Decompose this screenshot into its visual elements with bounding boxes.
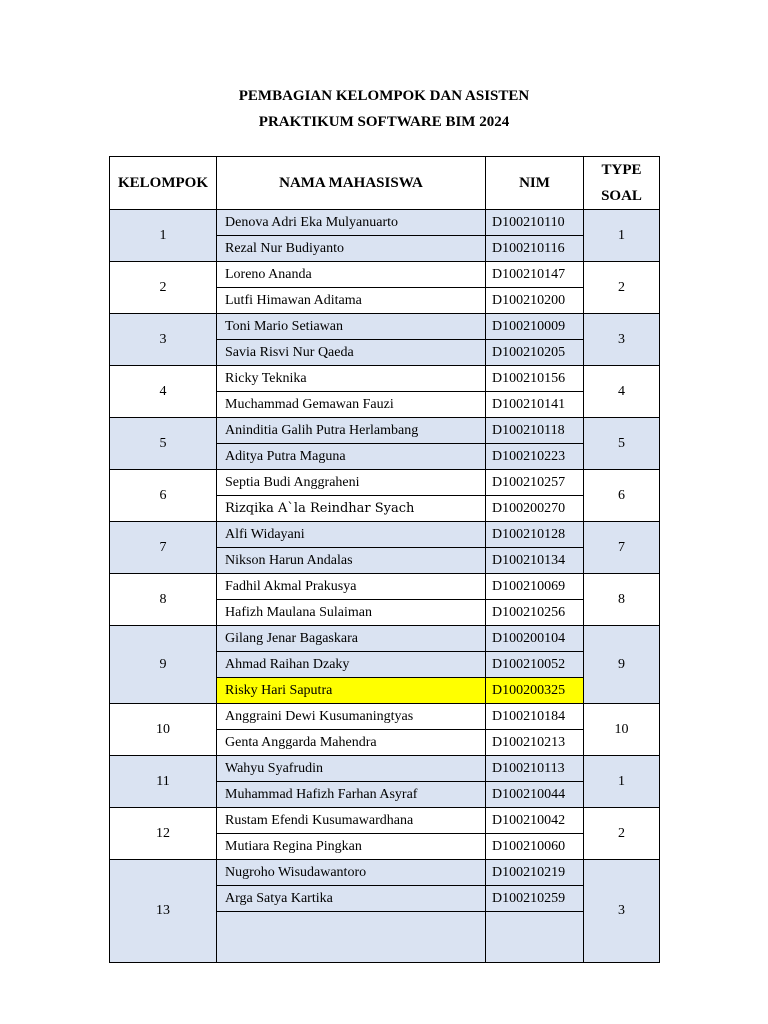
member-row (110, 756, 660, 782)
student-name-cell: Aninditia Galih Putra Herlambang (217, 418, 486, 444)
kelompok-cell: 6 (110, 470, 217, 522)
member-row (110, 522, 660, 548)
student-nim-cell: D100210141 (486, 392, 584, 418)
student-nim-cell: D100210042 (486, 808, 584, 834)
student-nim-cell: D100210184 (486, 704, 584, 730)
student-nim-cell: D100200325 (486, 678, 584, 704)
student-name-cell: Alfi Widayani (217, 522, 486, 548)
student-name-cell: Nikson Harun Andalas (217, 548, 486, 574)
student-name-cell: Wahyu Syafrudin (217, 756, 486, 782)
student-nim-cell: D100210060 (486, 834, 584, 860)
student-nim-cell: D100210044 (486, 782, 584, 808)
student-name-cell: Muhammad Hafizh Farhan Asyraf (217, 782, 486, 808)
student-name-cell: Gilang Jenar Bagaskara (217, 626, 486, 652)
student-name-cell: Lutfi Himawan Aditama (217, 288, 486, 314)
student-nim-cell: D100210110 (486, 210, 584, 236)
student-name-cell: Genta Anggarda Mahendra (217, 730, 486, 756)
type-soal-cell: 7 (584, 522, 660, 574)
student-name-cell: Septia Budi Anggraheni (217, 470, 486, 496)
kelompok-cell: 11 (110, 756, 217, 808)
student-name-cell: Savia Risvi Nur Qaeda (217, 340, 486, 366)
student-nim-cell: D100210223 (486, 444, 584, 470)
empty-nim-cell (486, 912, 584, 963)
student-name-cell: Ahmad Raihan Dzaky (217, 652, 486, 678)
member-row (110, 470, 660, 496)
student-name-cell: Rezal Nur Budiyanto (217, 236, 486, 262)
student-nim-cell: D100210147 (486, 262, 584, 288)
student-nim-cell: D100210009 (486, 314, 584, 340)
student-nim-cell: D100210219 (486, 860, 584, 886)
student-nim-cell: D100210134 (486, 548, 584, 574)
student-name-cell: Aditya Putra Maguna (217, 444, 486, 470)
student-name-cell: Nugroho Wisudawantoro (217, 860, 486, 886)
student-name-cell: Muchammad Gemawan Fauzi (217, 392, 486, 418)
student-nim-cell: D100210156 (486, 366, 584, 392)
header-type-line1: TYPE (601, 162, 642, 178)
type-soal-cell: 2 (584, 262, 660, 314)
type-soal-cell: 3 (584, 860, 660, 963)
member-row (110, 314, 660, 340)
student-name-cell: Loreno Ananda (217, 262, 486, 288)
document-title-line-2: PRAKTIKUM SOFTWARE BIM 2024 (258, 114, 510, 130)
header-kelompok: KELOMPOK (110, 157, 217, 210)
student-nim-cell: D100210205 (486, 340, 584, 366)
kelompok-cell: 9 (110, 626, 217, 704)
kelompok-cell: 12 (110, 808, 217, 860)
student-name-cell: Anggraini Dewi Kusumaningtyas (217, 704, 486, 730)
kelompok-cell: 10 (110, 704, 217, 756)
type-soal-cell: 1 (584, 756, 660, 808)
student-nim-cell: D100210257 (486, 470, 584, 496)
student-name-cell: Risky Hari Saputra (217, 678, 486, 704)
type-soal-cell: 3 (584, 314, 660, 366)
student-nim-cell: D100210259 (486, 886, 584, 912)
kelompok-cell: 13 (110, 860, 217, 963)
student-nim-cell: D100210200 (486, 288, 584, 314)
type-soal-cell: 8 (584, 574, 660, 626)
kelompok-cell: 7 (110, 522, 217, 574)
student-name-cell: Rizqika A`la Reindhar Syach (217, 496, 486, 522)
student-name-cell: Fadhil Akmal Prakusya (217, 574, 486, 600)
student-name-cell: Hafizh Maulana Sulaiman (217, 600, 486, 626)
member-row (110, 418, 660, 444)
type-soal-cell: 10 (584, 704, 660, 756)
group-assignment-table (109, 156, 660, 963)
kelompok-cell: 2 (110, 262, 217, 314)
student-nim-cell: D100210213 (486, 730, 584, 756)
student-name-cell: Mutiara Regina Pingkan (217, 834, 486, 860)
header-type-line2: SOAL (601, 188, 642, 204)
type-soal-cell: 9 (584, 626, 660, 704)
table-body (110, 157, 660, 963)
student-nim-cell: D100210116 (486, 236, 584, 262)
header-type-soal (584, 157, 660, 210)
student-nim-cell: D100200104 (486, 626, 584, 652)
type-soal-cell: 4 (584, 366, 660, 418)
header-nim: NIM (486, 157, 584, 210)
member-row (110, 574, 660, 600)
student-name-cell: Toni Mario Setiawan (217, 314, 486, 340)
student-name-cell: Denova Adri Eka Mulyanuarto (217, 210, 486, 236)
member-row (110, 626, 660, 652)
student-nim-cell: D100210069 (486, 574, 584, 600)
empty-name-cell (217, 912, 486, 963)
student-nim-cell: D100210113 (486, 756, 584, 782)
header-nama-mahasiswa: NAMA MAHASISWA (217, 157, 486, 210)
member-row (110, 262, 660, 288)
member-row (110, 210, 660, 236)
student-nim-cell: D100210052 (486, 652, 584, 678)
document-title-line-1: PEMBAGIAN KELOMPOK DAN ASISTEN (238, 88, 530, 104)
kelompok-cell: 5 (110, 418, 217, 470)
type-soal-cell: 5 (584, 418, 660, 470)
member-row (110, 860, 660, 886)
student-nim-cell: D100210256 (486, 600, 584, 626)
member-row (110, 704, 660, 730)
student-nim-cell: D100210128 (486, 522, 584, 548)
student-nim-cell: D100210118 (486, 418, 584, 444)
student-nim-cell: D100200270 (486, 496, 584, 522)
student-name-cell: Rustam Efendi Kusumawardhana (217, 808, 486, 834)
type-soal-cell: 6 (584, 470, 660, 522)
student-name-cell: Ricky Teknika (217, 366, 486, 392)
member-row (110, 366, 660, 392)
kelompok-cell: 1 (110, 210, 217, 262)
type-soal-cell: 1 (584, 210, 660, 262)
kelompok-cell: 8 (110, 574, 217, 626)
header-row (110, 157, 660, 210)
student-name-cell: Arga Satya Kartika (217, 886, 486, 912)
kelompok-cell: 4 (110, 366, 217, 418)
member-row (110, 808, 660, 834)
kelompok-cell: 3 (110, 314, 217, 366)
type-soal-cell: 2 (584, 808, 660, 860)
